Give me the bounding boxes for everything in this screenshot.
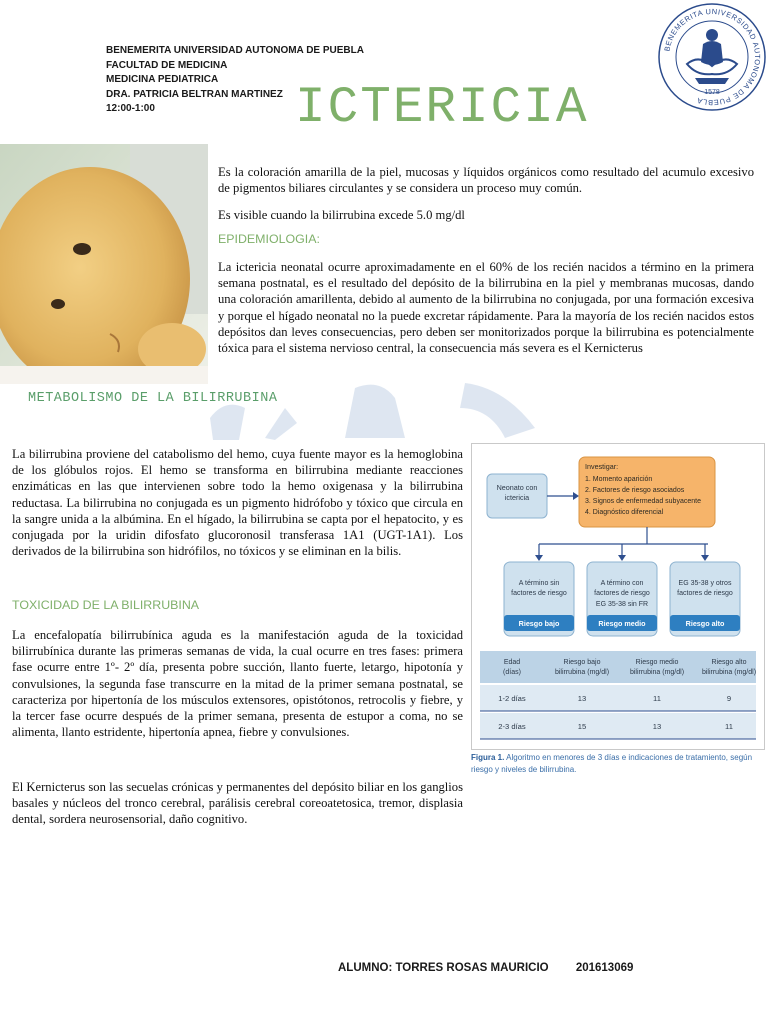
branch-label: factores de riesgo <box>677 590 733 597</box>
arrow-head-icon <box>573 492 579 500</box>
seal-year: 1578 <box>704 89 720 96</box>
table-header-cell: (días) <box>503 669 521 676</box>
table-cell: 11 <box>653 694 661 703</box>
table-cell: 15 <box>577 722 587 731</box>
branch-label: A término sin <box>518 580 560 587</box>
branch-label: A término con <box>600 580 644 587</box>
investigate-title: Investigar: <box>585 462 619 471</box>
table-cell: 13 <box>652 722 662 731</box>
risk-level-label: Riesgo bajo <box>518 619 560 628</box>
toxicity-heading: TOXICIDAD DE LA BILIRRUBINA <box>12 598 200 612</box>
figure-caption-text: Algoritmo en menores de 3 días e indicaciones de tratamiento, según riesgo y niveles de bilirrubina. <box>471 753 753 774</box>
table-cell: 9 <box>726 694 732 703</box>
figure-caption <box>471 752 767 775</box>
table-header-cell: Edad <box>503 659 521 666</box>
table-cell: 13 <box>577 694 587 703</box>
university-seal <box>657 2 767 112</box>
newborn-photo <box>0 144 208 384</box>
figure-caption-label: Figura 1. <box>471 753 505 762</box>
metabolism-heading: METABOLISMO DE LA BILIRRUBINA <box>28 391 278 406</box>
table-header-cell: Riesgo medio <box>635 659 679 666</box>
student-name: ALUMNO: TORRES ROSAS MAURICIO <box>338 962 549 974</box>
metabolism-paragraph: La bilirrubina proviene del catabolismo del hemo, cuya fuente mayor es la hemoglobina de los glóbulos rojos. El hemo se transforma en bilirrubina mediante reacciones enzimáticas en las que intervienen sobre todo la hemo oxigenasa y la bilirrubina reductasa. La bilirrubina no conjugada es un pigmento hidrófobo y tóxico que circula en la sangre unida a la albúmina. En el hígado, la bilirrubina se capta por el hepatocito, y es conjugada por la uridin difosfato glucoronosil transferasa 1A1 (UGT-1A1). Los derivados de la bilirrubina son hidrófilos, no tóxicos y se eliminan en la bilis. <box>12 447 463 559</box>
footer <box>338 962 633 974</box>
start-box-line-2: ictericia <box>504 493 530 502</box>
table-header-cell: bilirrubina (mg/dl) <box>554 669 610 676</box>
seal-watermark <box>205 378 555 448</box>
epidemiology-paragraph: La ictericia neonatal ocurre aproximadamente en el 60% de los recién nacidos a término en la primera semana postnatal, es el resultado del depósito de la bilirrubina en la piel y membranas mucosas, dando una coloración amarillenta, debido al aumento de la bilirrubina no conjugada, por una formación excesiva y porque el hígado neonatal no la puede excretar rápidamente. Para la mayoría de los recién nacidos estos depósitos dan leves consecuencias, pero deben ser monitorizados porque la bilirrubina es potencialmente tóxica para el sistema nervioso central, la consecuencia más severa es el Kernicterus <box>218 260 754 356</box>
table-header-cell: Riesgo bajo <box>563 659 601 666</box>
branch-label: EG 35-38 y otros <box>678 580 732 587</box>
epidemiology-heading: EPIDEMIOLOGIA: <box>218 232 320 246</box>
table-cell: 2-3 días <box>498 722 526 731</box>
risk-level-label: Riesgo medio <box>598 619 646 628</box>
algorithm-figure <box>471 443 765 750</box>
table-header-row <box>480 651 756 683</box>
table-header-cell: bilirrubina (mg/dl) <box>629 669 685 676</box>
branch-label: factores de riesgo <box>594 590 650 597</box>
subject-name: MEDICINA PEDIATRICA <box>106 74 219 86</box>
table-cell: 1-2 días <box>498 694 526 703</box>
definition-paragraph: Es la coloración amarilla de la piel, mucosas y líquidos orgánicos como resultado del acumulo excesivo de pigmentos biliares circulantes y se considera un proceso muy común. <box>218 165 754 196</box>
branch-arrow-icon <box>535 555 543 561</box>
branch-extra-label: EG 35-38 sin FR <box>595 601 649 608</box>
investigate-item: 2. Factores de riesgo asociados <box>585 487 685 494</box>
student-id: 201613069 <box>575 962 634 974</box>
seal-text: BENEMERITA UNIVERSIDAD AUTONOMA DE PUEBLA <box>662 6 763 108</box>
kernicterus-paragraph: El Kernicterus son las secuelas crónicas y permanentes del depósito biliar en los ganglios basales y núcleos del tronco cerebral, parálisis cerebral coreoatetosica, tremor, displasia dental, sordera neurosensorial, daño cognitivo. <box>12 780 463 827</box>
class-schedule: 12:00-1:00 <box>106 103 155 115</box>
investigate-item: 1. Momento aparición <box>585 476 653 483</box>
investigate-item: 3. Signos de enfermedad subyacente <box>585 498 701 505</box>
page-title: ICTERICIA <box>295 80 589 137</box>
toxicity-paragraph: La encefalopatía bilirrubínica aguda es la manifestación aguda de la toxicidad bilirrubínica durante las primeras semanas de vida, la cual ocurre en tres fases: primera fase ocurre entre 1º- 2º día, presenta pobre succión, llanto fuerte, letargo, hipotonía y convulsiones, la segunda fase transcurre en la mitad de la primer semana postnatal, se caracteriza por hipertonía de los músculos extensores, opistótonos, retrocolis y fiebre, y la tercer fase ocurre después de la primer semana, presenta de estupor a coma, no se alimenta, llanto estridente, hipertonía apnea, fiebre y convulsiones. <box>12 628 463 740</box>
teacher-name: DRA. PATRICIA BELTRAN MARTINEZ <box>106 88 283 100</box>
branch-label: factores de riesgo <box>511 590 567 597</box>
university-name: BENEMERITA UNIVERSIDAD AUTONOMA DE PUEBLA <box>106 45 364 56</box>
table-cell: 11 <box>725 722 733 731</box>
start-box-line-1: Neonato con <box>496 483 538 492</box>
table-header-cell: Riesgo alto <box>711 659 747 666</box>
investigate-item: 4. Diagnóstico diferencial <box>585 509 664 516</box>
visibility-paragraph: Es visible cuando la bilirrubina excede 5.0 mg/dl <box>218 208 465 222</box>
branch-arrow-icon <box>618 555 626 561</box>
risk-level-label: Riesgo alto <box>685 619 725 628</box>
table-header-cell: bilirrubina (mg/dl) <box>701 669 757 676</box>
branch-arrow-icon <box>701 555 709 561</box>
faculty-name: FACULTAD DE MEDICINA <box>106 59 228 71</box>
